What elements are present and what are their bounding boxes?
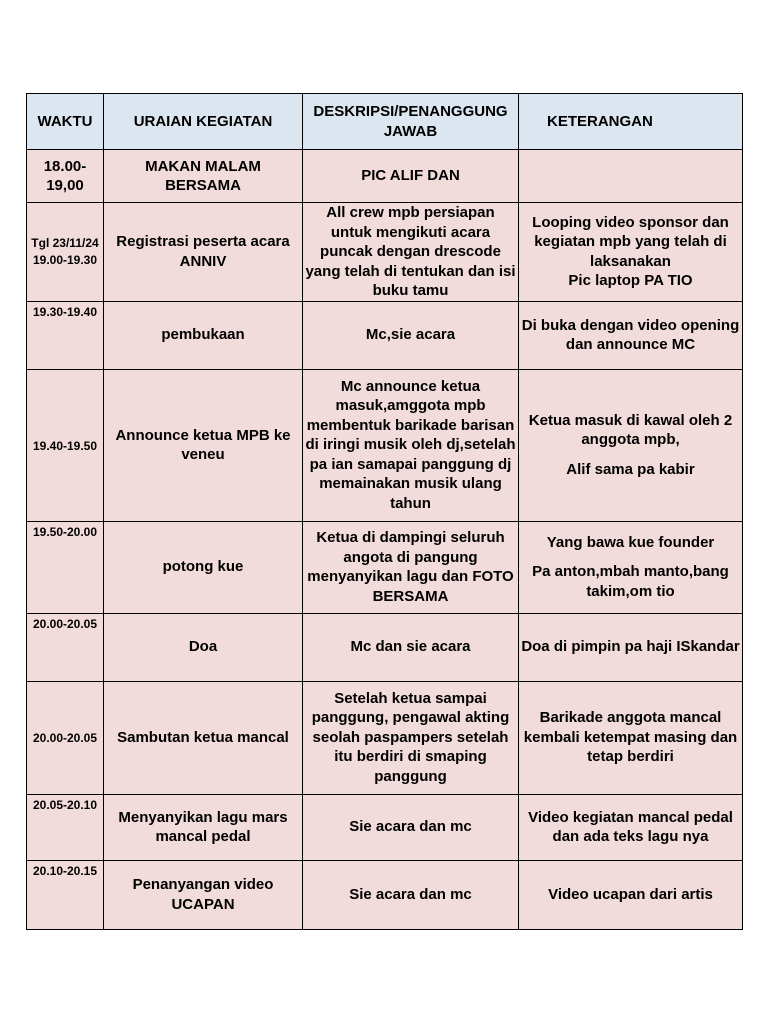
cell-keterangan <box>519 681 743 794</box>
cell-keterangan <box>519 203 743 302</box>
cell-deskripsi: Mc dan sie acara <box>303 613 519 681</box>
cell-waktu: 20.00-20.05 <box>27 613 104 681</box>
cell-uraian: Penanyangan video UCAPAN <box>104 860 303 929</box>
cell-keterangan <box>519 521 743 613</box>
cell-waktu: 19.40-19.50 <box>27 369 104 521</box>
table-row <box>27 521 743 613</box>
cell-keterangan <box>519 794 743 860</box>
cell-waktu: 19.30-19.40 <box>27 301 104 369</box>
cell-waktu: Tgl 23/11/24 19.00-19.30 <box>27 203 104 302</box>
cell-deskripsi: Sie acara dan mc <box>303 794 519 860</box>
cell-keterangan <box>519 613 743 681</box>
keterangan-line: Video ucapan dari artis <box>548 885 713 903</box>
cell-deskripsi: Mc announce ketua masuk,amggota mpb membentuk barikade barisan di iringi musik oleh dj,setelah pa ian samapai panggung dj memainakan musik ulang tahun <box>303 369 519 521</box>
keterangan-line: Barikade anggota mancal kembali ketempat masing dan tetap berdiri <box>523 709 738 766</box>
cell-waktu: 18.00-19,00 <box>27 150 104 203</box>
cell-uraian: Doa <box>104 613 303 681</box>
cell-keterangan <box>519 150 743 203</box>
table-row <box>27 369 743 521</box>
cell-keterangan <box>519 860 743 929</box>
cell-uraian: potong kue <box>104 521 303 613</box>
keterangan-line: Doa di pimpin pa haji ISkandar <box>521 638 740 656</box>
table-row <box>27 301 743 369</box>
table-header-row <box>27 94 743 150</box>
cell-waktu: 19.50-20.00 <box>27 521 104 613</box>
schedule-table <box>26 93 743 930</box>
table-row <box>27 681 743 794</box>
keterangan-line: Pa anton,mbah manto,bang takim,om tio <box>532 563 729 600</box>
cell-deskripsi: PIC ALIF DAN <box>303 150 519 203</box>
cell-deskripsi: Ketua di dampingi seluruh angota di pangung menyanyikan lagu dan FOTO BERSAMA <box>303 521 519 613</box>
cell-uraian: MAKAN MALAM BERSAMA <box>104 150 303 203</box>
cell-waktu: 20.10-20.15 <box>27 860 104 929</box>
cell-uraian: pembukaan <box>104 301 303 369</box>
cell-keterangan <box>519 301 743 369</box>
cell-keterangan <box>519 369 743 521</box>
cell-deskripsi: Sie acara dan mc <box>303 860 519 929</box>
table-row <box>27 794 743 860</box>
table-row <box>27 860 743 929</box>
cell-uraian: Sambutan ketua mancal <box>104 681 303 794</box>
keterangan-line: Alif sama pa kabir <box>566 460 695 478</box>
table-row <box>27 613 743 681</box>
table-row <box>27 150 743 203</box>
cell-uraian: Announce ketua MPB ke veneu <box>104 369 303 521</box>
cell-waktu: 20.05-20.10 <box>27 794 104 860</box>
cell-deskripsi: Setelah ketua sampai panggung, pengawal akting seolah paspampers setelah itu berdiri di smaping panggung <box>303 681 519 794</box>
cell-uraian: Registrasi peserta acara ANNIV <box>104 203 303 302</box>
cell-deskripsi: All crew mpb persiapan untuk mengikuti acara puncak dengan drescode yang telah di tentukan dan isi buku tamu <box>303 203 519 302</box>
cell-deskripsi: Mc,sie acara <box>303 301 519 369</box>
header-deskripsi: DESKRIPSI/PENANGGUNG JAWAB <box>303 94 519 150</box>
keterangan-line: Yang bawa kue founder <box>546 533 715 551</box>
cell-uraian: Menyanyikan lagu mars mancal pedal <box>104 794 303 860</box>
header-waktu: WAKTU <box>27 94 104 150</box>
header-keterangan: KETERANGAN <box>519 94 743 150</box>
header-uraian-kegiatan: URAIAN KEGIATAN <box>104 94 303 150</box>
table-row <box>27 203 743 302</box>
keterangan-line: Ketua masuk di kawal oleh 2 anggota mpb, <box>528 411 733 449</box>
keterangan-line: Pic laptop PA TIO <box>568 272 693 290</box>
cell-waktu: 20.00-20.05 <box>27 681 104 794</box>
keterangan-line: Di buka dengan video opening dan announce MC <box>521 316 740 353</box>
keterangan-line: Looping video sponsor dan kegiatan mpb yang telah di laksanakan <box>532 213 729 270</box>
keterangan-line: Video kegiatan mancal pedal dan ada teks lagu nya <box>528 808 733 845</box>
